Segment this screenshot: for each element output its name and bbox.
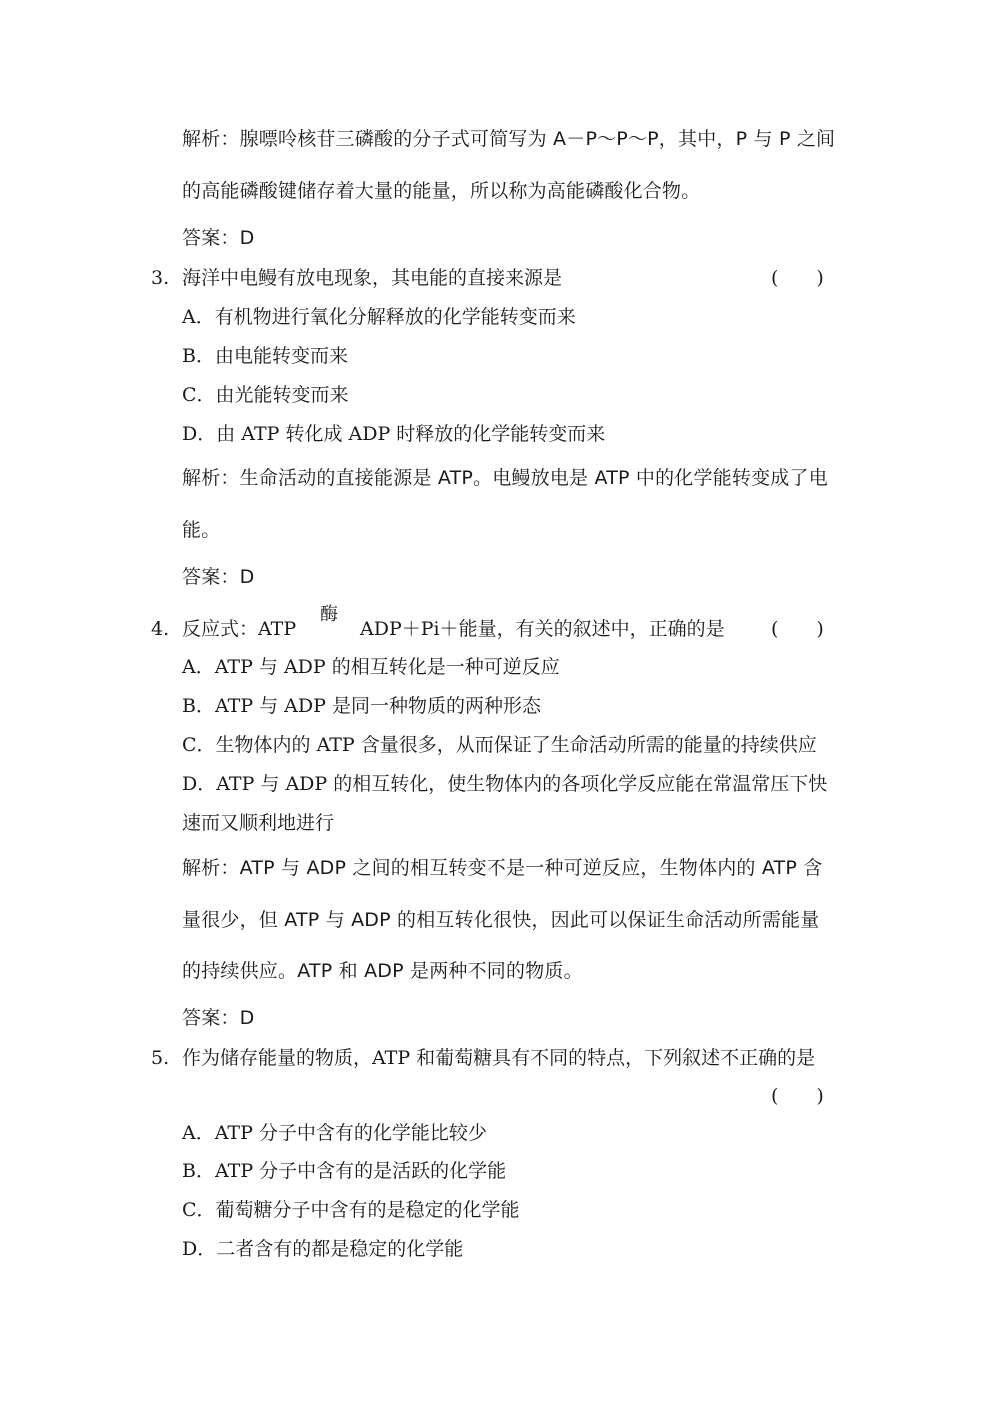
q3-answer-blank: ( ) xyxy=(771,267,824,289)
q3-answer: 答案：D xyxy=(182,566,255,588)
q5-option-d: D．二者含有的都是稳定的化学能 xyxy=(182,1238,464,1260)
q3-number: 3. xyxy=(151,267,170,289)
q4-answer: 答案：D xyxy=(182,1007,255,1029)
q5-number: 5. xyxy=(151,1047,170,1069)
q5-stem: 作为储存能量的物质，ATP 和葡萄糖具有不同的特点，下列叙述不正确的是 xyxy=(182,1047,816,1069)
q5-option-a: A．ATP 分子中含有的化学能比较少 xyxy=(182,1122,487,1144)
q5-option-c: C．葡萄糖分子中含有的是稳定的化学能 xyxy=(182,1199,520,1221)
q4-option-a: A．ATP 与 ADP 的相互转化是一种可逆反应 xyxy=(182,656,560,678)
q4-option-b: B．ATP 与 ADP 是同一种物质的两种形态 xyxy=(182,695,541,717)
q3-option-c: C．由光能转变而来 xyxy=(182,384,349,406)
q3-option-b: B．由电能转变而来 xyxy=(182,345,348,367)
q4-answer-blank: ( ) xyxy=(771,618,824,640)
q4-option-d: D．ATP 与 ADP 的相互转化，使生物体内的各项化学反应能在常温常压下快 xyxy=(182,773,828,795)
q4-stem-suffix: ADP＋Pi＋能量，有关的叙述中，正确的是 xyxy=(360,618,725,640)
q4-number: 4. xyxy=(151,618,170,640)
q4-explanation-line2: 量很少，但 ATP 与 ADP 的相互转化很快，因此可以保证生命活动所需能量 xyxy=(182,909,820,931)
q2-answer: 答案：D xyxy=(182,227,255,249)
q5-option-b: B．ATP 分子中含有的是活跃的化学能 xyxy=(182,1160,507,1182)
q4-explanation-line3: 的持续供应。ATP 和 ADP 是两种不同的物质。 xyxy=(182,960,583,982)
q2-explanation-line2: 的高能磷酸键储存着大量的能量，所以称为高能磷酸化合物。 xyxy=(182,180,701,202)
q4-explanation-line1: 解析：ATP 与 ADP 之间的相互转变不是一种可逆反应，生物体内的 ATP 含 xyxy=(182,857,823,879)
q5-answer-blank: ( ) xyxy=(771,1085,824,1107)
q3-option-a: A．有机物进行氧化分解释放的化学能转变而来 xyxy=(182,306,576,328)
q4-option-c: C．生物体内的 ATP 含量很多，从而保证了生命活动所需的能量的持续供应 xyxy=(182,734,817,756)
q4-enzyme-label: 酶 xyxy=(320,604,338,625)
q4-option-d-continued: 速而又顺利地进行 xyxy=(182,812,335,834)
q3-option-d: D．由 ATP 转化成 ADP 时释放的化学能转变而来 xyxy=(182,423,606,445)
q3-stem: 海洋中电鳗有放电现象，其电能的直接来源是 xyxy=(182,267,563,289)
q3-explanation-line2: 能。 xyxy=(182,519,221,541)
q2-explanation-line1: 解析：腺嘌呤核苷三磷酸的分子式可简写为 A－P～P～P，其中，P 与 P 之间 xyxy=(182,128,836,150)
q3-explanation-line1: 解析：生命活动的直接能源是 ATP。电鳗放电是 ATP 中的化学能转变成了电 xyxy=(182,467,828,489)
q4-stem-prefix: 反应式：ATP xyxy=(182,618,297,640)
